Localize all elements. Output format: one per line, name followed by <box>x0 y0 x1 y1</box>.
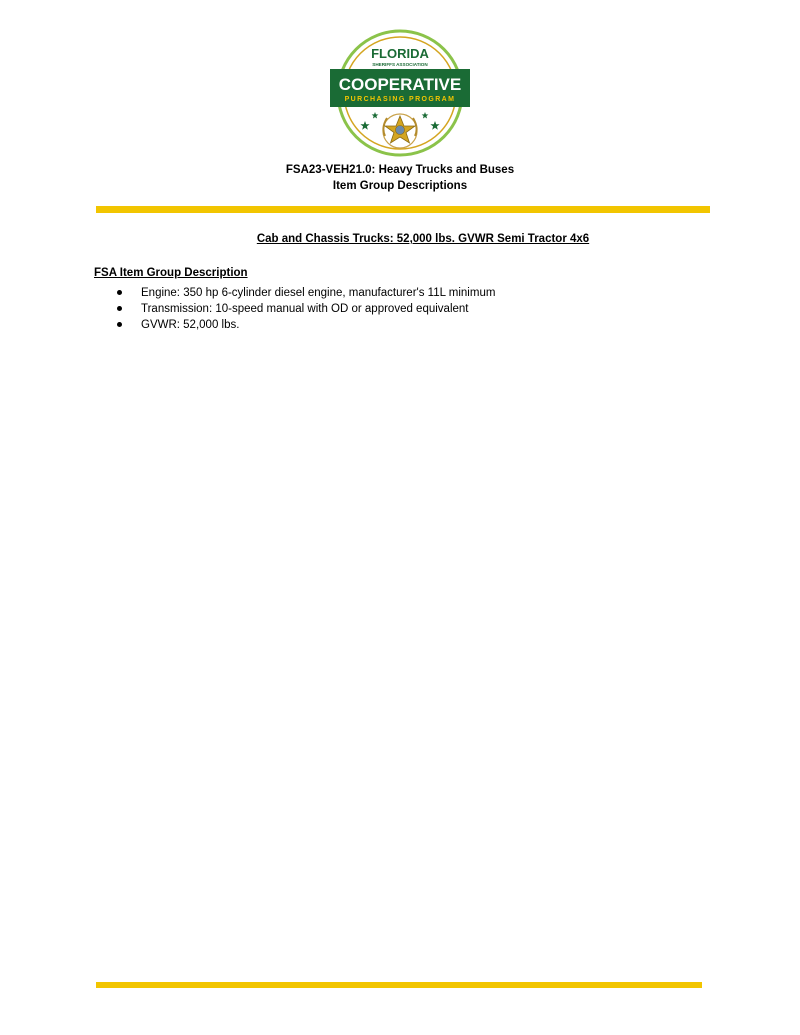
list-item <box>115 317 495 333</box>
logo-florida-text: FLORIDA <box>371 46 429 61</box>
header-divider <box>96 206 710 213</box>
fsa-cooperative-purchasing-logo <box>329 28 471 158</box>
bullet-icon <box>117 290 122 295</box>
document-title: FSA23-VEH21.0: Heavy Trucks and Buses <box>285 164 515 176</box>
section-heading: Cab and Chassis Trucks: 52,000 lbs. GVWR Semi Tractor 4x6 <box>256 233 590 245</box>
list-item-text: GVWR: 52,000 lbs. <box>141 319 240 331</box>
logo-cooperative-text: COOPERATIVE <box>338 75 462 94</box>
list-item <box>115 301 495 317</box>
description-heading: FSA Item Group Description <box>94 267 248 279</box>
footer-divider <box>96 982 702 988</box>
list-item-text: Transmission: 10-speed manual with OD or approved equivalent <box>141 303 469 315</box>
list-item-text: Engine: 350 hp 6-cylinder diesel engine, manufacturer's 11L minimum <box>141 287 496 299</box>
bullet-icon <box>117 306 122 311</box>
list-item <box>115 285 495 301</box>
description-list <box>115 285 495 333</box>
logo-sheriffs-association-text: SHERIFFS ASSOCIATION <box>372 62 428 67</box>
document-subtitle: Item Group Descriptions <box>332 180 468 192</box>
bullet-icon <box>117 322 122 327</box>
logo-purchasing-program-text: PURCHASING PROGRAM <box>344 96 456 103</box>
